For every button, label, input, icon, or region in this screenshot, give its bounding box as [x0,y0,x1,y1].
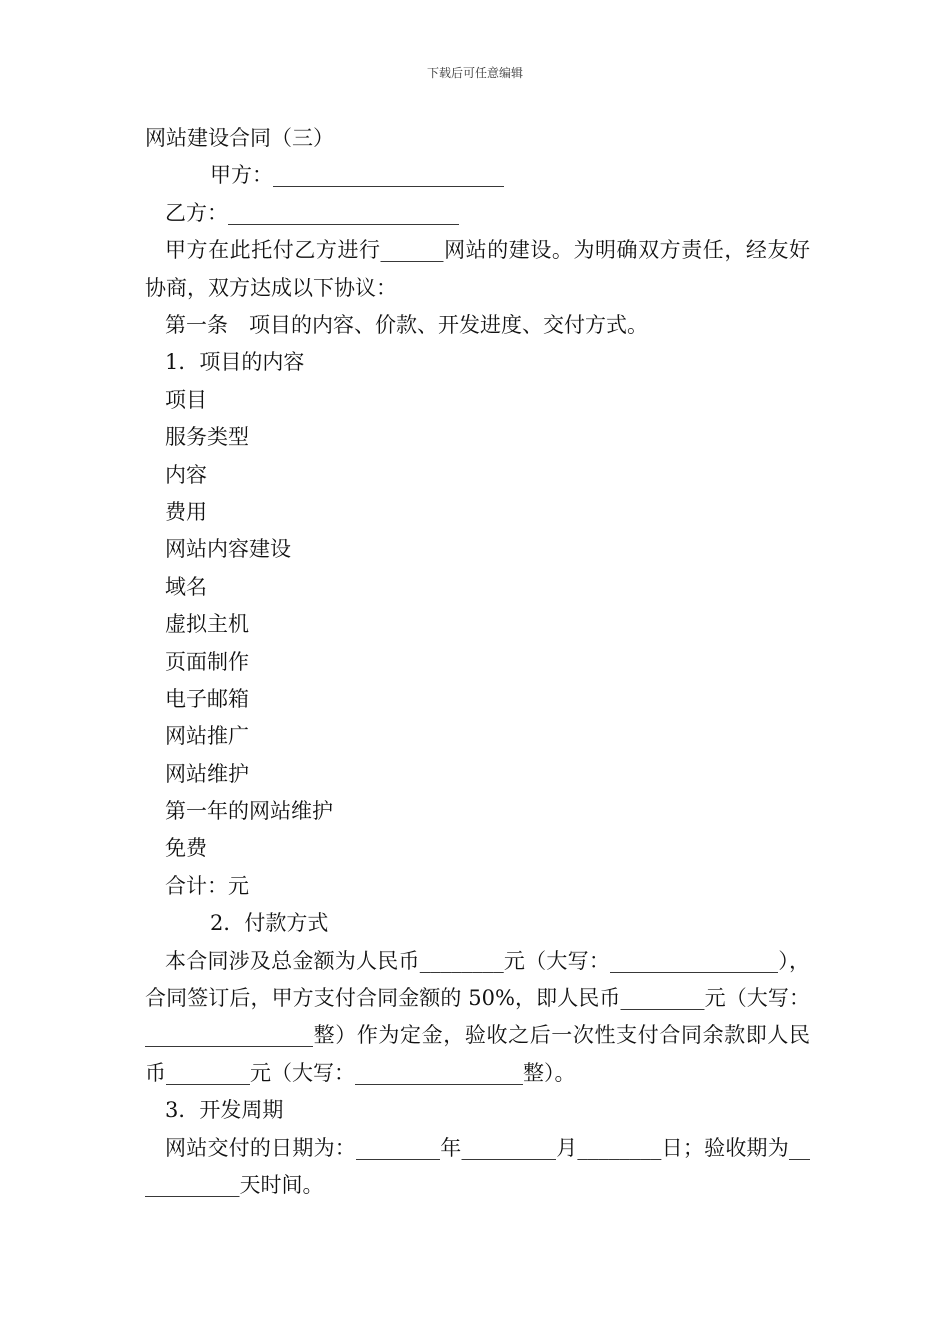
list-item: 合计：元 [165,873,249,898]
article-1-heading: 第一条 项目的内容、价款、开发进度、交付方式。 [165,312,648,337]
intro-paragraph: 甲方在此托付乙方进行______网站的建设。为明确双方责任，经友好协商，双方达成以下协议： [145,238,810,300]
delivery-paragraph: 网站交付的日期为：________年_________月________日；验收期为___________天时间。 [145,1135,810,1198]
list-item: 网站内容建设 [165,537,291,562]
list-item: 项目 [165,387,207,412]
list-item: 页面制作 [165,649,249,674]
project-items-list [145,382,810,905]
section-1-heading: 1．项目的内容 [165,350,305,375]
section-3-heading: 3．开发周期 [165,1098,284,1123]
list-item: 电子邮箱 [165,686,249,711]
contract-title: 网站建设合同（三） [145,126,334,150]
list-item: 域名 [165,574,207,599]
list-item: 费用 [165,499,207,524]
list-item: 第一年的网站维护 [165,799,333,824]
page-header-note: 下载后可任意编辑 [426,66,523,80]
party-a-line: 甲方：______________________ [210,163,504,188]
party-b-line: 乙方：______________________ [165,200,459,225]
list-item: 网站维护 [165,761,249,786]
list-item: 免费 [165,836,207,861]
payment-paragraph: 本合同涉及总金额为人民币________元（大写：________________），合同签订后，甲方支付合同金额的 50%，即人民币________元（大写：________________整）作为定金，验收之后一次性支付合同余款即人民币________元（大写：________________整）。 [145,948,810,1085]
list-item: 内容 [165,462,207,487]
contract-document [145,120,810,1204]
list-item: 虚拟主机 [165,612,249,637]
list-item: 服务类型 [165,425,249,450]
list-item: 网站推广 [165,724,249,749]
section-2-heading: 2．付款方式 [210,911,329,936]
